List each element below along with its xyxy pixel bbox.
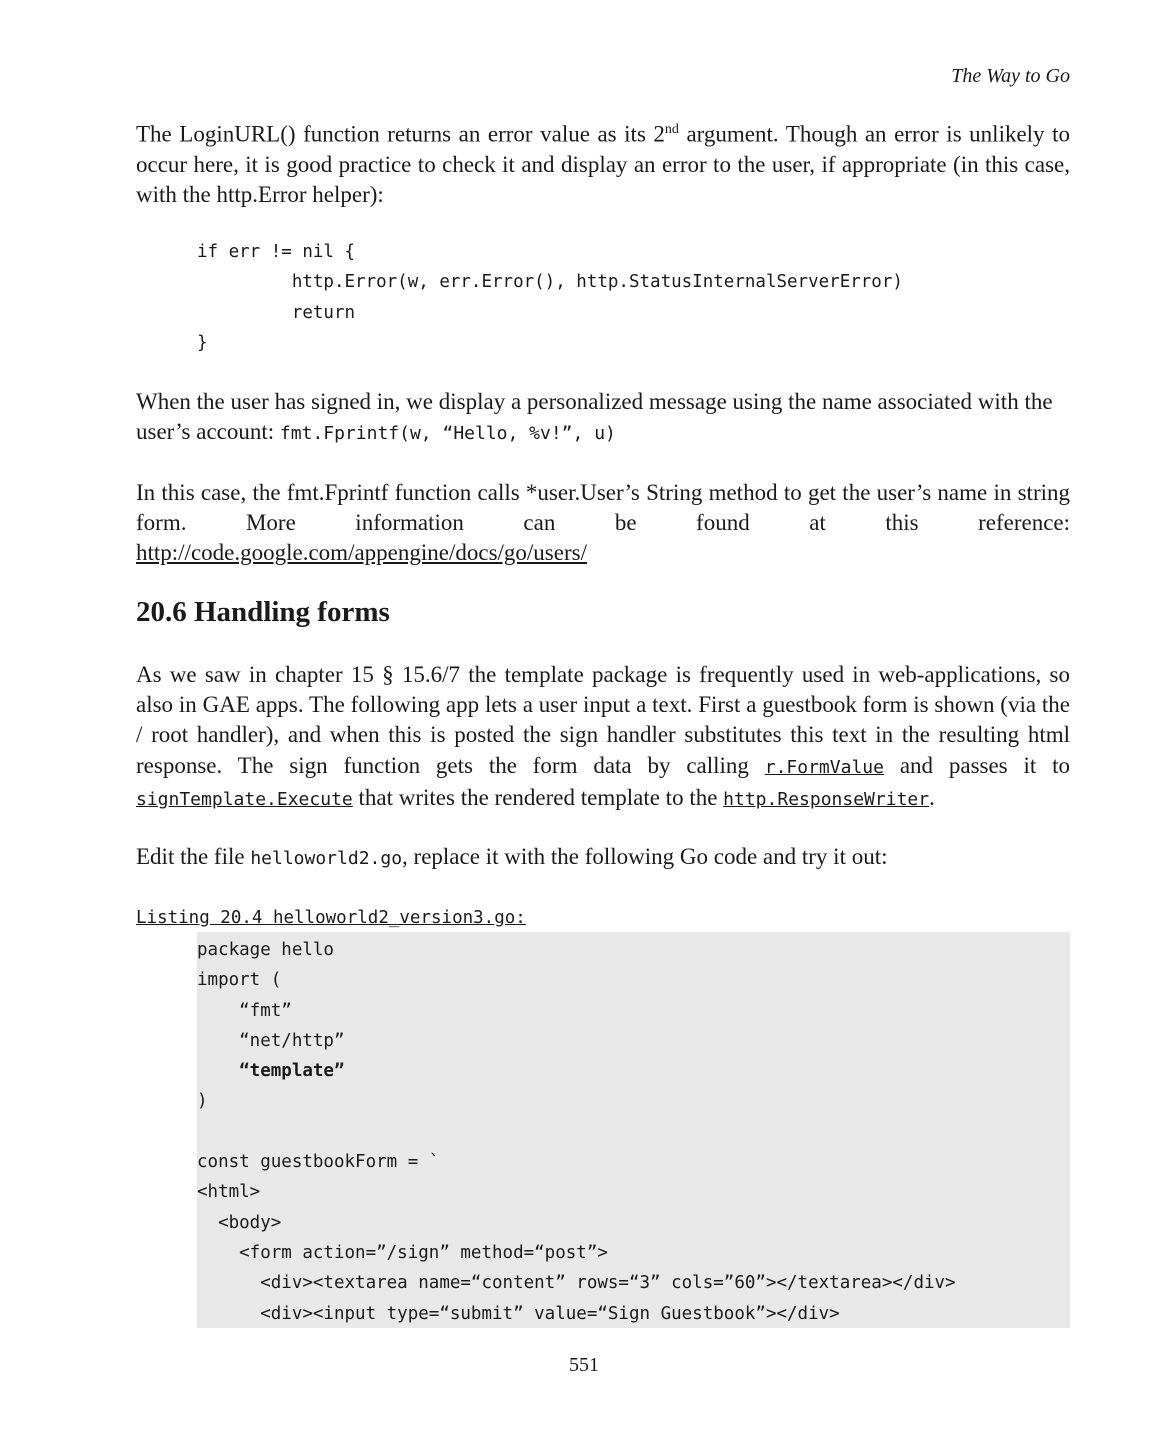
listing-caption: Listing 20.4 helloworld2_version3.go: <box>136 908 526 928</box>
para4-text-d: . <box>929 784 935 810</box>
para1-text-a: The LoginURL() function returns an error value as its 2 <box>136 121 665 147</box>
para5-text-b: , replace it with the following Go code and try it out: <box>402 844 888 869</box>
code-line: <div><textarea name=“content” rows=“3” cols=”60”></textarea></div> <box>197 1273 956 1294</box>
sign-template-execute-inline-code: signTemplate.Execute <box>136 788 353 810</box>
paragraph-signed-in <box>136 387 1070 449</box>
code-line: ) <box>197 1091 208 1112</box>
response-writer-inline-code: http.ResponseWriter <box>723 788 930 810</box>
code-line: <body> <box>197 1212 282 1233</box>
code-line: <form action=”/sign” method=“post”> <box>197 1242 608 1263</box>
code-line: import ( <box>197 970 282 991</box>
code-line: } <box>197 332 208 353</box>
para2-text: When the user has signed in, we display a personalized message using the name associated with the user’s account: <box>136 389 1053 445</box>
paragraph-login-url <box>136 115 1070 210</box>
para2-inline-code: fmt.Fprintf(w, “Hello, %v!”, u) <box>279 423 616 445</box>
users-docs-link[interactable]: http://code.google.com/appengine/docs/go/users/ <box>136 540 587 566</box>
filename-inline-code: helloworld2.go <box>250 848 403 869</box>
code-line: “fmt” <box>197 1000 292 1021</box>
code-line: return <box>197 302 356 323</box>
para1-superscript: nd <box>664 122 679 137</box>
page-number: 551 <box>569 1354 599 1376</box>
paragraph-fprintf <box>136 478 1070 569</box>
section-heading: 20.6 Handling forms <box>136 596 390 628</box>
code-line: <div><input type=“submit” value=“Sign Guestbook”></div> <box>197 1303 840 1324</box>
para4-text-c: that writes the rendered template to the <box>352 784 724 810</box>
code-line: if err != nil { <box>197 242 356 262</box>
code-line: http.Error(w, err.Error(), http.StatusInternalServerError) <box>197 272 903 293</box>
code-line: “net/http” <box>197 1030 345 1051</box>
running-header: The Way to Go <box>951 65 1070 87</box>
code-line: package hello <box>197 940 334 960</box>
formvalue-inline-code: r.FormValue <box>764 756 884 778</box>
listing-code-block <box>197 932 1070 1328</box>
para4-text-b: and passes it to <box>883 752 1070 778</box>
para4-text-a: As we saw in chapter 15 § 15.6/7 the template package is frequently used in web-applications, so also in GAE apps. The following app lets a user input a text. First a guestbook form is shown (via the / root handler), and when this is posted the sign handler substitutes this text in the resulting html response. The sign function gets the form data by calling <box>136 662 1070 778</box>
code-line: <html> <box>197 1182 261 1203</box>
code-line: “template” <box>197 1061 345 1082</box>
paragraph-handling-forms <box>136 660 1070 815</box>
para1-text-b: argument. Though an error is unlikely to occur here, it is good practice to check it and display an error to the user, if appropriate (in this case, with the http.Error helper): <box>136 121 1070 208</box>
para3-text: In this case, the fmt.Fprintf function calls *user.User’s String method to get the user’s name in string form. More information can be found at this reference: <box>136 480 1070 536</box>
para5-text-a: Edit the file <box>136 844 251 869</box>
code-line <box>197 1117 1070 1147</box>
error-check-code-block <box>197 237 903 358</box>
paragraph-edit-file <box>136 842 1070 874</box>
code-line: const guestbookForm = ` <box>197 1152 440 1173</box>
